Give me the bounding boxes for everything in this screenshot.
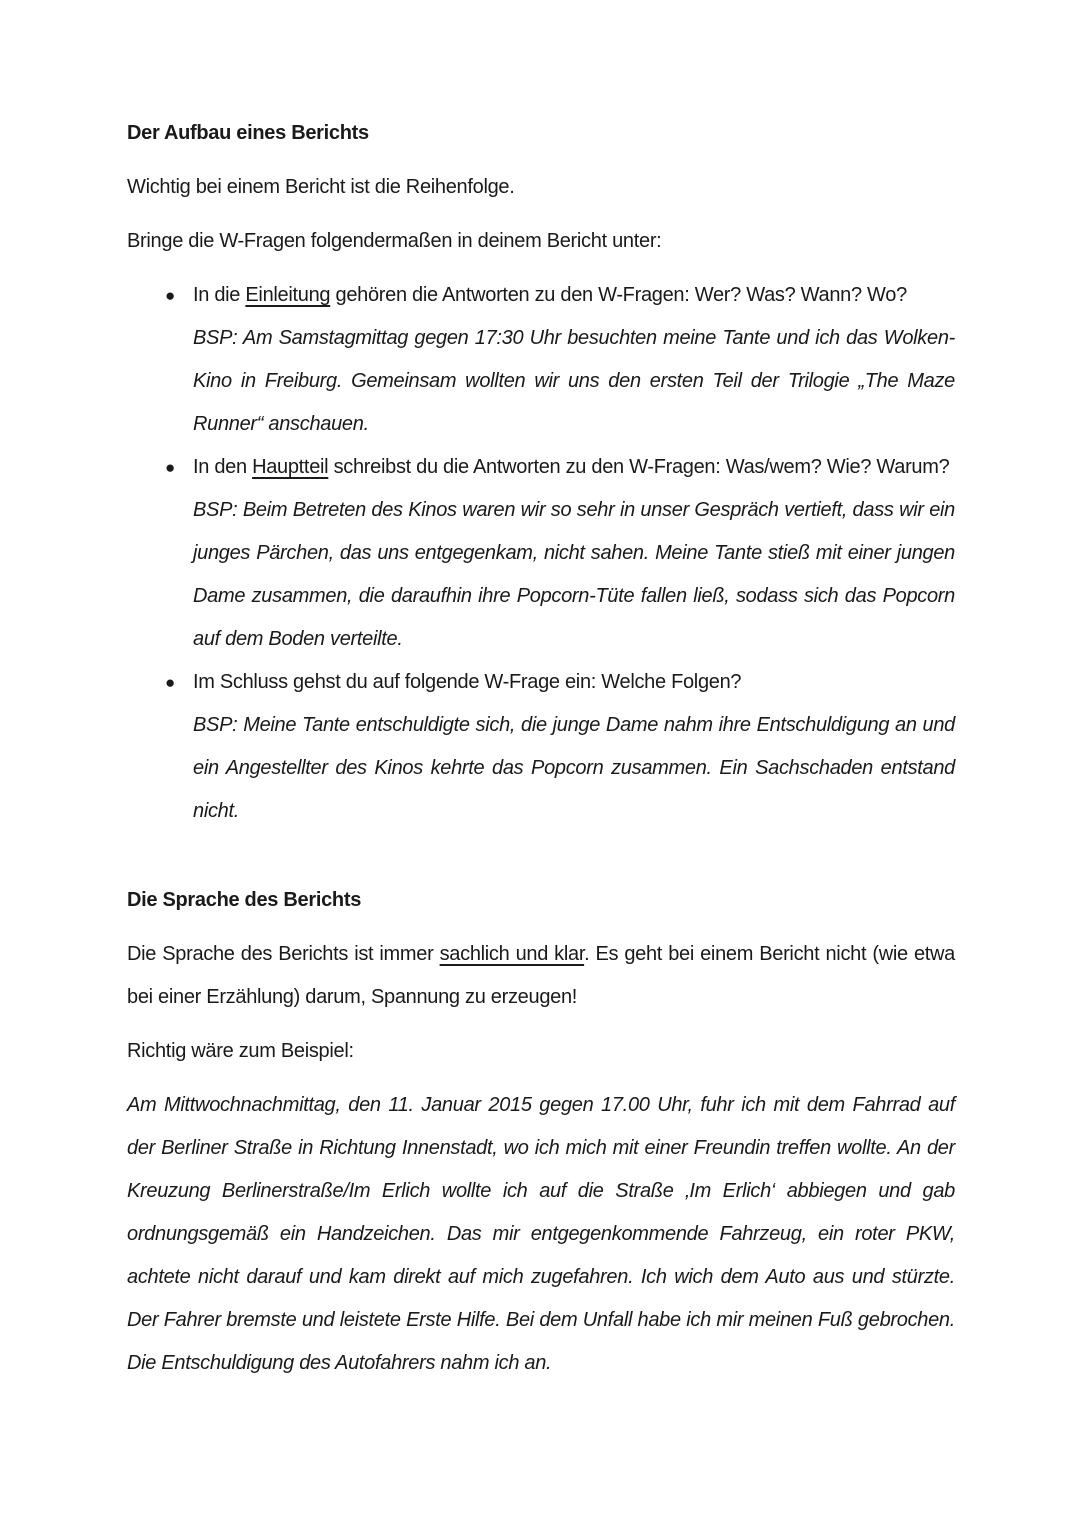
section-aufbau bbox=[127, 112, 955, 833]
text-run: In den bbox=[193, 456, 253, 478]
underlined-term-hauptteil: Hauptteil bbox=[252, 456, 329, 478]
text-run: schreibst du die Antworten zu den W-Fragen: Was/wem? Wie? Warum? bbox=[328, 456, 950, 478]
example-bericht-fahrrad: Am Mittwochnachmittag, den 11. Januar 2015 gegen 17.00 Uhr, fuhr ich mit dem Fahrrad auf der Berliner Straße in Richtung Innenstadt, wo ich mich mit einer Freundin treffen wollte. An der Kreuzung Berlinerstraße/Im Erlich wollte ich auf die Straße ‚Im Erlich‘ abbiegen und gab ordnungsgemäß ein Handzeichen. Das mir entgegenkommende Fahrzeug, ein roter PKW, achtete nicht darauf und kam direkt auf mich zugefahren. Ich wich dem Auto aus und stürzte. Der Fahrer bremste und leistete Erste Hilfe. Bei dem Unfall habe ich mir meinen Fuß gebrochen. Die Entschuldigung des Autofahrers nahm ich an. bbox=[127, 1094, 955, 1374]
list-item-einleitung bbox=[127, 274, 955, 317]
paragraph-reihenfolge: Wichtig bei einem Bericht ist die Reihenfolge. bbox=[127, 176, 515, 198]
section-heading-sprache: Die Sprache des Berichts bbox=[127, 889, 362, 911]
paragraph-richtig-waere: Richtig wäre zum Beispiel: bbox=[127, 1040, 354, 1062]
example-hauptteil: BSP: Beim Betreten des Kinos waren wir so sehr in unser Gespräch vertieft, dass wir ein junges Pärchen, das uns entgegenkam, nicht sahen. Meine Tante stieß mit einer jungen Dame zusammen, die daraufhin ihre Popcorn-Tüte fallen ließ, sodass sich das Popcorn auf dem Boden verteilte. bbox=[193, 499, 955, 650]
underlined-term-einleitung: Einleitung bbox=[245, 284, 331, 306]
paragraph-sachlich bbox=[127, 933, 955, 1019]
example-einleitung: BSP: Am Samstagmittag gegen 17:30 Uhr besuchten meine Tante und ich das Wolken-Kino in Freiburg. Gemeinsam wollten wir uns den ersten Teil der Trilogie „The Maze Runner“ anschauen. bbox=[193, 327, 955, 435]
section-heading-aufbau: Der Aufbau eines Berichts bbox=[127, 122, 369, 144]
bullet-list bbox=[127, 274, 955, 833]
list-item-hauptteil bbox=[127, 446, 955, 489]
example-schluss: BSP: Meine Tante entschuldigte sich, die junge Dame nahm ihre Entschuldigung an und ein Angestellter des Kinos kehrte das Popcorn zusammen. Ein Sachschaden entstand nicht. bbox=[193, 714, 955, 822]
bullet-icon: ● bbox=[165, 458, 175, 477]
paragraph-w-fragen-intro: Bringe die W-Fragen folgendermaßen in deinem Bericht unter: bbox=[127, 230, 662, 252]
list-item-schluss bbox=[127, 661, 955, 704]
text-run: . Es geht bei einem Bericht nicht (wie etwa bei einer Erzählung) darum, Spannung zu erzeugen! bbox=[127, 943, 955, 1008]
bullet-icon: ● bbox=[165, 673, 175, 692]
section-sprache bbox=[127, 879, 955, 1385]
list-item-hauptteil-text bbox=[193, 446, 955, 489]
text-run: gehören die Antworten zu den W-Fragen: Wer? Was? Wann? Wo? bbox=[330, 284, 907, 306]
text-run: In die bbox=[193, 284, 246, 306]
bullet-icon: ● bbox=[165, 286, 175, 305]
list-item-einleitung-text bbox=[193, 274, 955, 317]
text-run: Die Sprache des Berichts ist immer bbox=[127, 943, 440, 965]
list-item-schluss-text: Im Schluss gehst du auf folgende W-Frage ein: Welche Folgen? bbox=[193, 671, 742, 693]
underlined-term-sachlich: sachlich und klar bbox=[439, 943, 585, 965]
